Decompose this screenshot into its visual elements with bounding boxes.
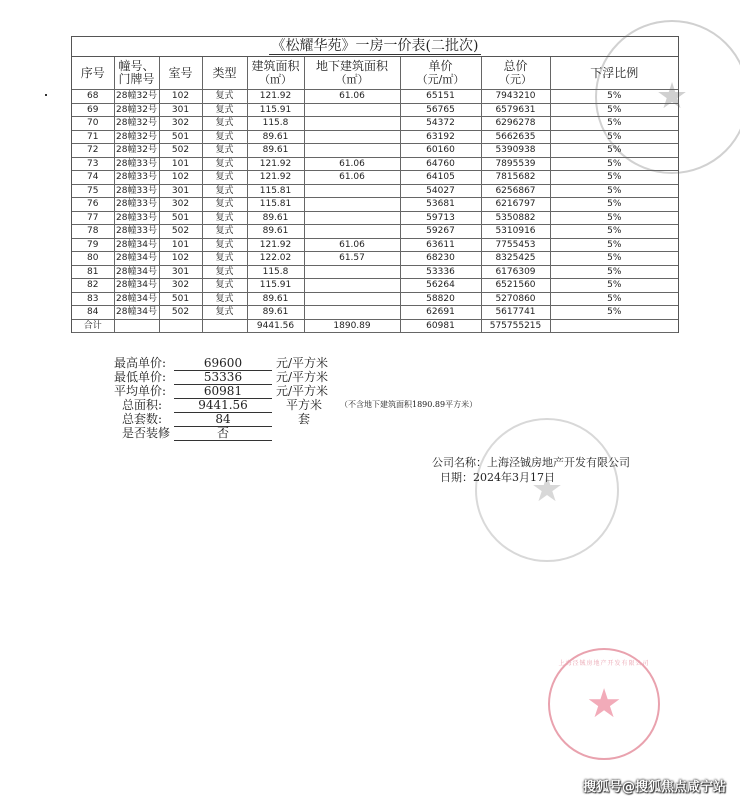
cell-building: 28幢34号 bbox=[114, 279, 159, 293]
table-row bbox=[72, 225, 678, 239]
cell-room: 102 bbox=[159, 171, 202, 185]
cell-type: 复式 bbox=[202, 225, 247, 239]
totals-empty bbox=[202, 319, 247, 333]
header-type: 类型 bbox=[202, 57, 247, 90]
cell-area: 89.61 bbox=[247, 292, 304, 306]
cell-seq: 72 bbox=[72, 144, 114, 158]
cell-unit-price: 68230 bbox=[400, 252, 481, 266]
price-table bbox=[72, 57, 678, 333]
cell-type: 复式 bbox=[202, 117, 247, 131]
cell-seq: 68 bbox=[72, 90, 114, 104]
seal-text: 上海泾铖房地产开发有限公司 bbox=[558, 660, 650, 667]
cell-basement bbox=[304, 306, 400, 320]
totals-area: 9441.56 bbox=[247, 319, 304, 333]
cell-unit-price: 54027 bbox=[400, 184, 481, 198]
cell-unit-price: 54372 bbox=[400, 117, 481, 131]
totals-empty bbox=[159, 319, 202, 333]
cell-discount: 5% bbox=[550, 279, 678, 293]
header-seq: 序号 bbox=[72, 57, 114, 90]
table-row bbox=[72, 103, 678, 117]
cell-total: 6256867 bbox=[481, 184, 550, 198]
company-info bbox=[432, 455, 630, 485]
company-name: 公司名称：上海泾铖房地产开发有限公司 bbox=[432, 456, 630, 469]
cell-basement bbox=[304, 225, 400, 239]
cell-type: 复式 bbox=[202, 130, 247, 144]
cell-area: 115.91 bbox=[247, 279, 304, 293]
cell-discount: 5% bbox=[550, 238, 678, 252]
cell-room: 102 bbox=[159, 252, 202, 266]
header-building: 幢号、 门牌号 bbox=[114, 57, 159, 90]
cell-seq: 70 bbox=[72, 117, 114, 131]
cell-unit-price: 59267 bbox=[400, 225, 481, 239]
cell-unit-price: 65151 bbox=[400, 90, 481, 104]
cell-building: 28幢32号 bbox=[114, 130, 159, 144]
cell-discount: 5% bbox=[550, 157, 678, 171]
cell-area: 121.92 bbox=[247, 90, 304, 104]
cell-basement bbox=[304, 211, 400, 225]
cell-seq: 76 bbox=[72, 198, 114, 212]
cell-unit-price: 56264 bbox=[400, 279, 481, 293]
cell-discount: 5% bbox=[550, 130, 678, 144]
cell-total: 6216797 bbox=[481, 198, 550, 212]
cell-room: 501 bbox=[159, 211, 202, 225]
cell-total: 6579631 bbox=[481, 103, 550, 117]
cell-unit-price: 53336 bbox=[400, 265, 481, 279]
cell-total: 7755453 bbox=[481, 238, 550, 252]
cell-basement bbox=[304, 265, 400, 279]
cell-room: 501 bbox=[159, 292, 202, 306]
cell-area: 115.81 bbox=[247, 198, 304, 212]
table-row bbox=[72, 184, 678, 198]
cell-unit-price: 62691 bbox=[400, 306, 481, 320]
cell-total: 5662635 bbox=[481, 130, 550, 144]
cell-building: 28幢33号 bbox=[114, 211, 159, 225]
cell-type: 复式 bbox=[202, 90, 247, 104]
header-room: 室号 bbox=[159, 57, 202, 90]
cell-unit-price: 60160 bbox=[400, 144, 481, 158]
table-row bbox=[72, 279, 678, 293]
cell-total: 5310916 bbox=[481, 225, 550, 239]
cell-room: 102 bbox=[159, 90, 202, 104]
watermark: 搜狐号@搜狐焦点咸宁站 bbox=[582, 780, 726, 795]
header-unit-price: 单价 （元/㎡） bbox=[400, 57, 481, 90]
cell-area: 115.91 bbox=[247, 103, 304, 117]
table-row bbox=[72, 265, 678, 279]
cell-area: 89.61 bbox=[247, 130, 304, 144]
company-seal-red bbox=[548, 648, 660, 760]
totals-unit-price: 60981 bbox=[400, 319, 481, 333]
star-icon: ★ bbox=[655, 76, 689, 117]
cell-room: 101 bbox=[159, 157, 202, 171]
cell-basement: 61.06 bbox=[304, 157, 400, 171]
cell-room: 502 bbox=[159, 306, 202, 320]
cell-seq: 79 bbox=[72, 238, 114, 252]
cell-total: 5270860 bbox=[481, 292, 550, 306]
cell-basement bbox=[304, 103, 400, 117]
cell-unit-price: 64760 bbox=[400, 157, 481, 171]
cell-type: 复式 bbox=[202, 238, 247, 252]
cell-basement: 61.06 bbox=[304, 90, 400, 104]
cell-basement bbox=[304, 184, 400, 198]
cell-type: 复式 bbox=[202, 279, 247, 293]
cell-total: 6296278 bbox=[481, 117, 550, 131]
cell-seq: 75 bbox=[72, 184, 114, 198]
cell-total: 7943210 bbox=[481, 90, 550, 104]
cell-discount: 5% bbox=[550, 292, 678, 306]
cell-discount: 5% bbox=[550, 90, 678, 104]
cell-type: 复式 bbox=[202, 157, 247, 171]
cell-area: 89.61 bbox=[247, 225, 304, 239]
cell-seq: 81 bbox=[72, 265, 114, 279]
cell-building: 28幢32号 bbox=[114, 117, 159, 131]
cell-discount: 5% bbox=[550, 211, 678, 225]
cell-unit-price: 58820 bbox=[400, 292, 481, 306]
cell-seq: 74 bbox=[72, 171, 114, 185]
header-basement: 地下建筑面积 （㎡） bbox=[304, 57, 400, 90]
cell-building: 28幢33号 bbox=[114, 171, 159, 185]
cell-seq: 80 bbox=[72, 252, 114, 266]
cell-type: 复式 bbox=[202, 184, 247, 198]
issue-date: 日期：2024年3月17日 bbox=[440, 471, 555, 484]
cell-unit-price: 63611 bbox=[400, 238, 481, 252]
table-row bbox=[72, 90, 678, 104]
cell-building: 28幢32号 bbox=[114, 103, 159, 117]
cell-seq: 84 bbox=[72, 306, 114, 320]
cell-building: 28幢34号 bbox=[114, 306, 159, 320]
cell-total: 5390938 bbox=[481, 144, 550, 158]
cell-unit-price: 63192 bbox=[400, 130, 481, 144]
cell-area: 115.8 bbox=[247, 265, 304, 279]
cell-area: 115.81 bbox=[247, 184, 304, 198]
cell-type: 复式 bbox=[202, 103, 247, 117]
cell-area: 121.92 bbox=[247, 157, 304, 171]
cell-unit-price: 64105 bbox=[400, 171, 481, 185]
cell-discount: 5% bbox=[550, 198, 678, 212]
star-icon: ★ bbox=[530, 469, 564, 510]
cell-basement bbox=[304, 198, 400, 212]
cell-area: 115.8 bbox=[247, 117, 304, 131]
cell-seq: 78 bbox=[72, 225, 114, 239]
cell-room: 302 bbox=[159, 279, 202, 293]
cell-basement bbox=[304, 130, 400, 144]
cell-discount: 5% bbox=[550, 306, 678, 320]
table-row bbox=[72, 130, 678, 144]
cell-room: 301 bbox=[159, 265, 202, 279]
cell-seq: 77 bbox=[72, 211, 114, 225]
cell-seq: 82 bbox=[72, 279, 114, 293]
table-row bbox=[72, 157, 678, 171]
totals-basement: 1890.89 bbox=[304, 319, 400, 333]
company-seal-gray-mid bbox=[475, 418, 619, 562]
table-row bbox=[72, 144, 678, 158]
cell-basement bbox=[304, 117, 400, 131]
cell-type: 复式 bbox=[202, 252, 247, 266]
cell-type: 复式 bbox=[202, 292, 247, 306]
table-row bbox=[72, 252, 678, 266]
title-text: 《松耀华苑》一房一价表(二批次) bbox=[269, 38, 482, 55]
table-row bbox=[72, 238, 678, 252]
cell-unit-price: 53681 bbox=[400, 198, 481, 212]
cell-building: 28幢32号 bbox=[114, 90, 159, 104]
cell-discount: 5% bbox=[550, 171, 678, 185]
header-discount: 下浮比例 bbox=[550, 57, 678, 90]
cell-building: 28幢34号 bbox=[114, 238, 159, 252]
cell-discount: 5% bbox=[550, 225, 678, 239]
totals-empty bbox=[550, 319, 678, 333]
cell-total: 7895539 bbox=[481, 157, 550, 171]
cell-total: 7815682 bbox=[481, 171, 550, 185]
cell-basement bbox=[304, 292, 400, 306]
cell-area: 121.92 bbox=[247, 171, 304, 185]
header-area: 建筑面积 （㎡） bbox=[247, 57, 304, 90]
cell-room: 302 bbox=[159, 198, 202, 212]
cell-building: 28幢34号 bbox=[114, 265, 159, 279]
cell-basement: 61.06 bbox=[304, 238, 400, 252]
cell-room: 501 bbox=[159, 130, 202, 144]
cell-building: 28幢34号 bbox=[114, 292, 159, 306]
cell-building: 28幢33号 bbox=[114, 225, 159, 239]
cell-discount: 5% bbox=[550, 252, 678, 266]
cell-basement: 61.06 bbox=[304, 171, 400, 185]
cell-building: 28幢33号 bbox=[114, 184, 159, 198]
table-row bbox=[72, 117, 678, 131]
table-row bbox=[72, 211, 678, 225]
cell-area: 121.92 bbox=[247, 238, 304, 252]
header-total: 总价 （元） bbox=[481, 57, 550, 90]
cell-seq: 73 bbox=[72, 157, 114, 171]
cell-type: 复式 bbox=[202, 211, 247, 225]
cell-total: 8325425 bbox=[481, 252, 550, 266]
cell-room: 502 bbox=[159, 225, 202, 239]
cell-building: 28幢32号 bbox=[114, 144, 159, 158]
cell-unit-price: 56765 bbox=[400, 103, 481, 117]
cell-type: 复式 bbox=[202, 306, 247, 320]
star-icon: ★ bbox=[586, 681, 622, 727]
cell-basement bbox=[304, 279, 400, 293]
totals-label: 合计 bbox=[72, 319, 114, 333]
cell-total: 6176309 bbox=[481, 265, 550, 279]
cell-type: 复式 bbox=[202, 144, 247, 158]
cell-seq: 71 bbox=[72, 130, 114, 144]
table-row bbox=[72, 306, 678, 320]
cell-room: 302 bbox=[159, 117, 202, 131]
cell-discount: 5% bbox=[550, 265, 678, 279]
price-table-sheet bbox=[71, 36, 679, 333]
cell-basement bbox=[304, 144, 400, 158]
cell-room: 301 bbox=[159, 184, 202, 198]
cell-area: 122.02 bbox=[247, 252, 304, 266]
table-row bbox=[72, 198, 678, 212]
cell-area: 89.61 bbox=[247, 211, 304, 225]
cell-area: 89.61 bbox=[247, 306, 304, 320]
cell-building: 28幢33号 bbox=[114, 198, 159, 212]
cell-seq: 69 bbox=[72, 103, 114, 117]
cell-building: 28幢33号 bbox=[114, 157, 159, 171]
table-title bbox=[72, 37, 678, 57]
totals-row bbox=[72, 319, 678, 333]
scan-speck bbox=[45, 94, 47, 96]
cell-total: 6521560 bbox=[481, 279, 550, 293]
cell-discount: 5% bbox=[550, 144, 678, 158]
table-header-row bbox=[72, 57, 678, 90]
cell-total: 5617741 bbox=[481, 306, 550, 320]
cell-type: 复式 bbox=[202, 171, 247, 185]
cell-room: 301 bbox=[159, 103, 202, 117]
cell-type: 复式 bbox=[202, 198, 247, 212]
cell-basement: 61.57 bbox=[304, 252, 400, 266]
totals-total: 575755215 bbox=[481, 319, 550, 333]
cell-discount: 5% bbox=[550, 184, 678, 198]
cell-building: 28幢34号 bbox=[114, 252, 159, 266]
cell-discount: 5% bbox=[550, 103, 678, 117]
totals-empty bbox=[114, 319, 159, 333]
cell-area: 89.61 bbox=[247, 144, 304, 158]
table-row bbox=[72, 171, 678, 185]
cell-type: 复式 bbox=[202, 265, 247, 279]
cell-unit-price: 59713 bbox=[400, 211, 481, 225]
table-row bbox=[72, 292, 678, 306]
cell-total: 5350882 bbox=[481, 211, 550, 225]
cell-seq: 83 bbox=[72, 292, 114, 306]
cell-discount: 5% bbox=[550, 117, 678, 131]
cell-room: 101 bbox=[159, 238, 202, 252]
cell-room: 502 bbox=[159, 144, 202, 158]
